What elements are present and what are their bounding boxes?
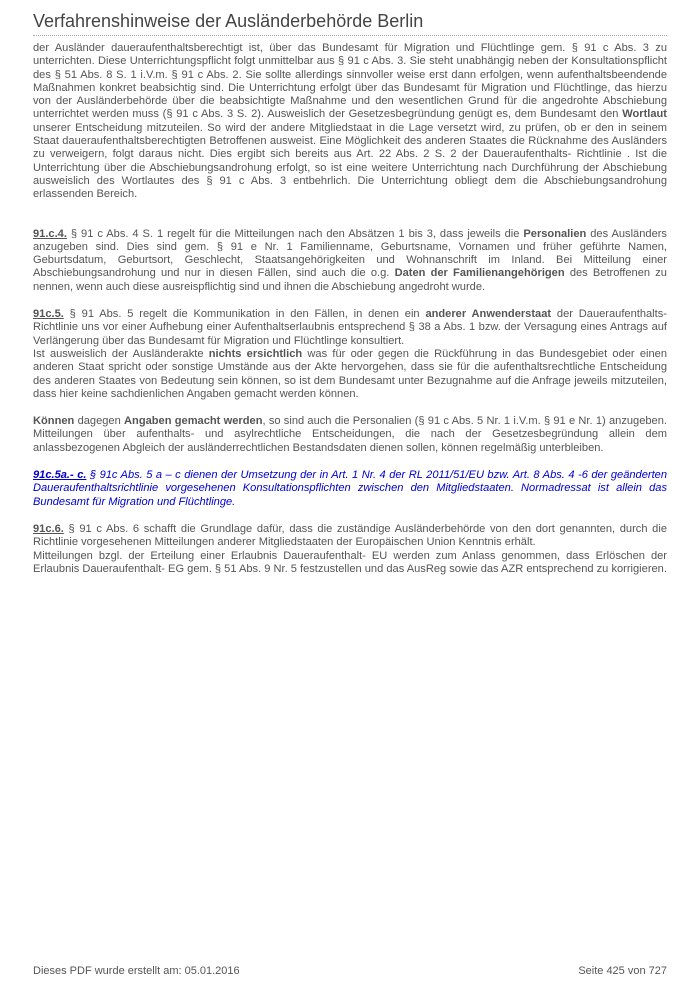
- text: § 91 c Abs. 4 S. 1 regelt für die Mitteilungen nach den Absätzen 1 bis 3, dass jeweils die: [70, 227, 520, 240]
- bold-text: anderer Anwenderstaat: [425, 308, 552, 321]
- text: , so sind auch die Personalien (§ 91 c Abs. 5 Nr. 1 i.V.m. § 91 e Nr. 1) anzugeben. Mitteilungen über aufenthalts- und asylrechtliche Entscheidungen, die nach der Gesetzesbegründung allein dem anlassbezogenen Abgleich der ausländerrechtlichen Bestandsdaten dienen sollen, können regelmäßig unterbleiben.: [33, 415, 667, 454]
- bold-text: Können: [33, 415, 75, 428]
- bold-text: Personalien: [523, 227, 587, 240]
- page-title: Verfahrenshinweise der Ausländerbehörde Berlin: [33, 11, 424, 31]
- text: des Betroffenen zu nennen, wenn auch diese ausreispflichtig sind und ihnen die Abschiebung angedroht wurde.: [33, 267, 667, 293]
- footer-page-number: Seite 425 von 727: [578, 965, 667, 977]
- paragraph-91c6: [33, 523, 667, 576]
- text: § 91 c Abs. 6 schafft die Grundlage dafür, dass die zuständige Ausländerbehörde von den dort genannten, durch die Richtlinie vorgesehenen Mitteilungen anderer Mitgliedstaaten der Europäischen Union Kenntnis erhält.: [33, 522, 667, 549]
- paragraph-91c4: [33, 228, 667, 294]
- text: des Ausländers anzugeben sind. Dies sind gem. § 91 e Nr. 1 Familienname, Geburtsname, Vornamen und früher geführte Namen, Geburtsdatum, Geburtsort, Geschlecht, Staatsangehörigkeiten und Wohnanschrift im Inland. Bei Mitteilung einer Abschiebungsandrohung und nur in diesen Fällen, sind auch die o.g.: [33, 227, 667, 280]
- section-ref-91c5a-c[interactable]: 91c.5a.- c.: [33, 469, 87, 482]
- text: unserer Entscheidung mitzuteilen. So wird der andere Mitgliedstaat in die Lage versetzt wird, zu prüfen, ob er den in seinem Staat daueraufenthaltsberechtigten Betroffenen ausweist. Eine Möglichkeit des anderen Staates die Rücknahme des Ausländers zu verweigern, folgt daraus nicht. Dies ergibt sich bereits aus Art. 22 Abs. 2 S. 2 der Daueraufenthalts- Richtlinie . Ist die Unterrichtung über die Abschiebungsandrohung erfolgt, so ist eine weitere Unterrichtung nach Durchführung der Abschiebung ausweislich des Wortlautes des § 91 c Abs. 3 entbehrlich. Die Unterrichtung obliegt dem die Abschiebungsandrohung erlassenden Bereich.: [33, 121, 667, 201]
- document-body: [33, 42, 667, 590]
- section-ref-91c6[interactable]: 91c.6.: [33, 522, 64, 535]
- section-ref-91c4[interactable]: 91.c.4.: [33, 227, 67, 240]
- text: was für oder gegen die Rückführung in das Bundesgebiet oder einen anderen Staat spricht oder sonstige Umstände aus der Akte hervorgehen, dass sie für die aufenthaltsrechtliche Entscheidung des anderen Staates von Bedeutung sein können, so ist dem Bundesamt unter Bezugnahme auf die Anfrage jeweils mitzuteilen, dass hier keine sachdienlichen Angaben gemacht werden können.: [33, 347, 667, 400]
- paragraph-91c5a-c: [33, 469, 667, 509]
- paragraph-unterrichtung: [33, 42, 667, 202]
- paragraph-91c5: [33, 308, 667, 401]
- bold-text: nichts ersichtlich: [208, 347, 303, 360]
- bold-text: Angaben gemacht werden: [124, 415, 263, 428]
- text: der Daueraufenthalts- Richtlinie uns vor einer Aufhebung einer Aufenthaltserlaubnis entsprechend § 38 a Abs. 1 bzw. der Versagung eines Antrags auf Verlängerung über das Bundesamt für Migration und Flüchtlinge konsultiert.: [33, 308, 667, 347]
- text: Mitteilungen bzgl. der Erteilung einer Erlaubnis Daueraufenthalt- EU werden zum Anlass genommen, dass Erlöschen der Erlaubnis Daueraufenthalt- EG gem. § 51 Abs. 9 Nr. 5 festzustellen und das AusReg sowie das AZR entsprechend zu korrigieren.: [33, 549, 667, 575]
- text: der Ausländer daueraufenthaltsberechtigt ist, über das Bundesamt für Migration und Flüchtlinge gem. § 91 c Abs. 3 zu unterrichten. Diese Unterrichtungspflicht folgt unmittelbar aus § 91 c Abs. 3. Sie steht unabhängig neben der Konsultationspflicht des § 51 Abs. 8 S. 1 i.V.m. § 91 c Abs. 2. Sie sollte allerdings sinnvoller weise erst dann erfolgen, wenn aufenthaltsbeendende Maßnahmen konkret beabsichtig sind. Die Unterrichtung erfolgt über das Bundesamt für Migration und Flüchtlinge, das hierzu von der Ausländerbehörde über die beabsichtigte Maßnahme und den wesentlichen Grund für die angedrohte Abschiebung unterrichtet werden muss (§ 91 c Abs. 3 S. 2). Ausweislich der Gesetzesbegründung genügt es, dem Bundesamt den: [33, 42, 667, 121]
- paragraph-angaben: [33, 415, 667, 455]
- text: dagegen: [77, 415, 121, 428]
- text: § 91 Abs. 5 regelt die Kommunikation in den Fällen, in denen ein: [69, 308, 420, 321]
- text: Ist ausweislich der Ausländerakte: [33, 347, 204, 360]
- section-ref-91c5[interactable]: 91c.5.: [33, 308, 64, 321]
- footer-created-date: Dieses PDF wurde erstellt am: 05.01.2016: [33, 965, 240, 977]
- text: § 91c Abs. 5 a – c dienen der Umsetzung der in Art. 1 Nr. 4 der RL 2011/51/EU bzw. Art. 8 Abs. 4 -6 der geänderten Daueraufenthaltsrichtlinie vorgesehenen Konsultationspflichten zwischen den Mitgliedstaaten. Normadressat ist allein das Bundesamt für Migration und Flüchtlinge.: [33, 469, 667, 508]
- bold-text: Daten der Familienangehörigen: [394, 267, 565, 280]
- header-divider: [33, 35, 667, 36]
- bold-text: Wortlaut: [622, 108, 667, 121]
